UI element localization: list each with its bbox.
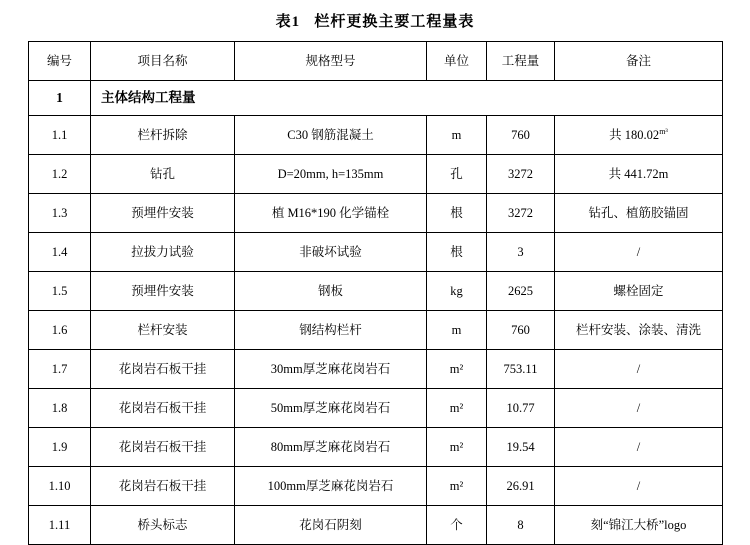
cell-name: 桥头标志 [91, 506, 235, 545]
cell-name: 栏杆安装 [91, 311, 235, 350]
cell-spec: 钢板 [235, 272, 427, 311]
cell-name: 栏杆拆除 [91, 116, 235, 155]
table-header [29, 42, 723, 81]
cell-no: 1.4 [29, 233, 91, 272]
cell-spec: 非破坏试验 [235, 233, 427, 272]
cell-unit: m [427, 311, 487, 350]
table-row [29, 272, 723, 311]
cell-unit: 个 [427, 506, 487, 545]
cell-qty: 19.54 [487, 428, 555, 467]
cell-spec: C30 钢筋混凝土 [235, 116, 427, 155]
cell-unit: m² [427, 389, 487, 428]
cell-qty: 10.77 [487, 389, 555, 428]
table-row [29, 389, 723, 428]
cell-qty: 760 [487, 311, 555, 350]
column-header-no: 编号 [29, 42, 91, 81]
table-row [29, 350, 723, 389]
cell-remark [555, 116, 723, 155]
table-row [29, 428, 723, 467]
cell-name: 花岗岩石板干挂 [91, 389, 235, 428]
cell-spec: 80mm厚芝麻花岗岩石 [235, 428, 427, 467]
cell-unit: m² [427, 350, 487, 389]
cell-qty: 3272 [487, 155, 555, 194]
column-header-qty: 工程量 [487, 42, 555, 81]
table-row [29, 233, 723, 272]
cell-unit: m [427, 116, 487, 155]
cell-remark: 栏杆安装、涂装、清洗 [555, 311, 723, 350]
cell-unit: 孔 [427, 155, 487, 194]
cell-remark-text: 共 180.02 [609, 128, 660, 143]
cell-spec: 100mm厚芝麻花岗岩石 [235, 467, 427, 506]
cell-qty: 3272 [487, 194, 555, 233]
cell-no: 1.6 [29, 311, 91, 350]
cell-no: 1.8 [29, 389, 91, 428]
table-row [29, 467, 723, 506]
column-header-remark: 备注 [555, 42, 723, 81]
cell-qty: 3 [487, 233, 555, 272]
cell-name: 钻孔 [91, 155, 235, 194]
table-row [29, 506, 723, 545]
table-row [29, 194, 723, 233]
cell-name: 花岗岩石板干挂 [91, 350, 235, 389]
cell-no: 1.10 [29, 467, 91, 506]
cell-name: 花岗岩石板干挂 [91, 428, 235, 467]
cell-remark-unit: m³ [659, 127, 668, 137]
cell-remark: 共 441.72m [555, 155, 723, 194]
cell-unit: m² [427, 467, 487, 506]
cell-spec: 50mm厚芝麻花岗岩石 [235, 389, 427, 428]
cell-no: 1.7 [29, 350, 91, 389]
cell-unit: 根 [427, 233, 487, 272]
cell-qty: 753.11 [487, 350, 555, 389]
cell-remark: / [555, 389, 723, 428]
cell-remark: 螺栓固定 [555, 272, 723, 311]
cell-unit: 根 [427, 194, 487, 233]
table-row [29, 116, 723, 155]
cell-name: 预埋件安装 [91, 272, 235, 311]
cell-spec: 植 M16*190 化学锚栓 [235, 194, 427, 233]
cell-qty: 2625 [487, 272, 555, 311]
cell-no: 1 [29, 81, 91, 116]
cell-remark: / [555, 467, 723, 506]
cell-qty: 760 [487, 116, 555, 155]
table-header-row [29, 42, 723, 81]
cell-remark: / [555, 233, 723, 272]
cell-unit: kg [427, 272, 487, 311]
cell-section-name: 主体结构工程量 [91, 81, 723, 116]
table-row [29, 155, 723, 194]
table-row [29, 311, 723, 350]
cell-spec: 花岗石阴刻 [235, 506, 427, 545]
cell-name: 拉拔力试验 [91, 233, 235, 272]
cell-remark: 刻“锦江大桥”logo [555, 506, 723, 545]
cell-spec: 30mm厚芝麻花岗岩石 [235, 350, 427, 389]
cell-name: 预埋件安装 [91, 194, 235, 233]
cell-no: 1.3 [29, 194, 91, 233]
table-row [29, 81, 723, 116]
cell-name: 花岗岩石板干挂 [91, 467, 235, 506]
cell-qty: 26.91 [487, 467, 555, 506]
cell-qty: 8 [487, 506, 555, 545]
cell-no: 1.9 [29, 428, 91, 467]
cell-no: 1.11 [29, 506, 91, 545]
cell-remark: 钻孔、植筋胶锚固 [555, 194, 723, 233]
column-header-unit: 单位 [427, 42, 487, 81]
cell-no: 1.2 [29, 155, 91, 194]
column-header-name: 项目名称 [91, 42, 235, 81]
column-header-spec: 规格型号 [235, 42, 427, 81]
cell-unit: m² [427, 428, 487, 467]
quantity-table [28, 41, 723, 545]
cell-no: 1.1 [29, 116, 91, 155]
page-title: 表1 栏杆更换主要工程量表 [275, 14, 475, 30]
table-body [29, 81, 723, 545]
cell-remark: / [555, 428, 723, 467]
cell-remark: / [555, 350, 723, 389]
cell-no: 1.5 [29, 272, 91, 311]
cell-spec: 钢结构栏杆 [235, 311, 427, 350]
cell-spec: D=20mm, h=135mm [235, 155, 427, 194]
